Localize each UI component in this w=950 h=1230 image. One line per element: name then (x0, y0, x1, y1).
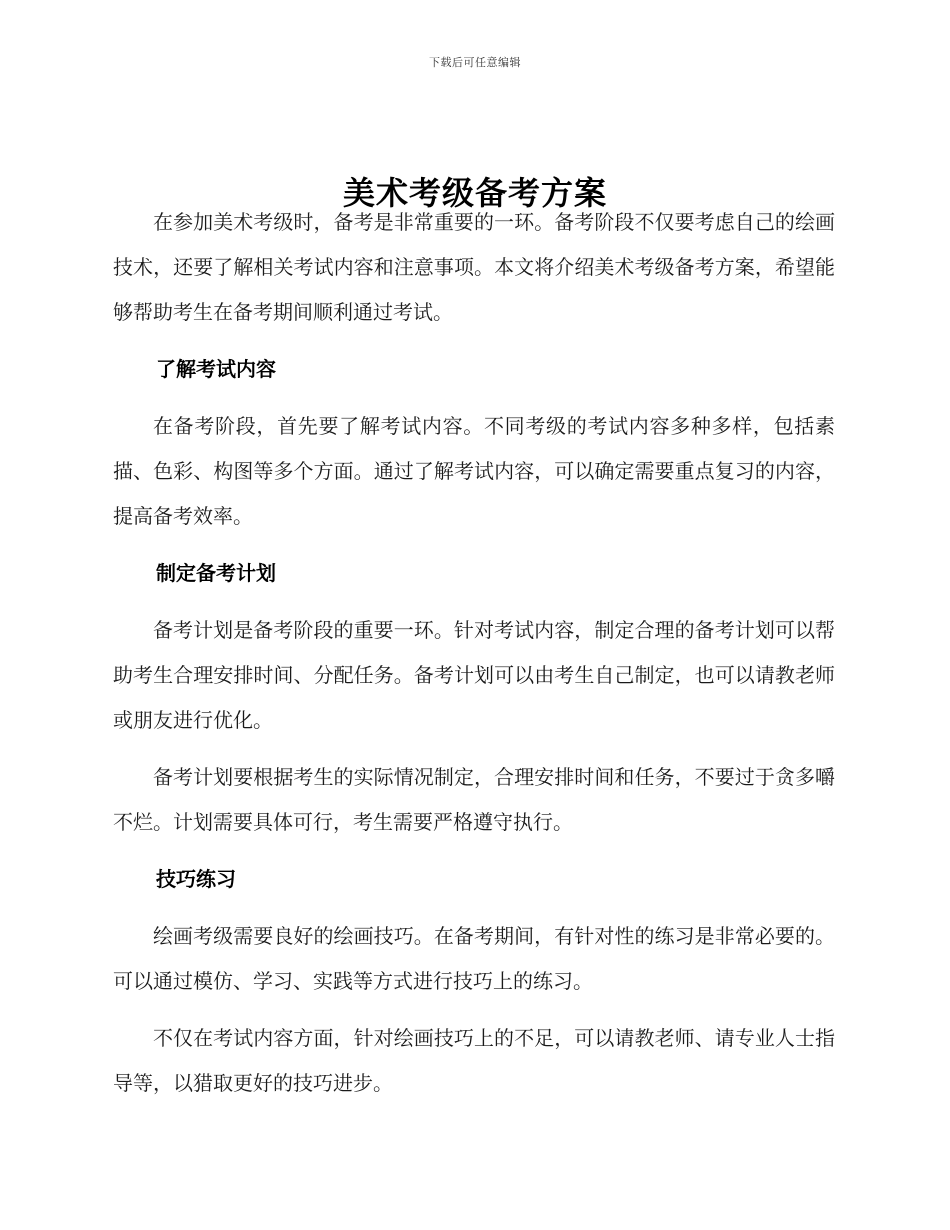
section-paragraph: 绘画考级需要良好的绘画技巧。在备考期间，有针对性的练习是非常必要的。可以通过模仿、学习、实践等方式进行技巧上的练习。 (113, 924, 835, 993)
section-paragraph: 备考计划是备考阶段的重要一环。针对考试内容，制定合理的备考计划可以帮助考生合理安排时间、分配任务。备考计划可以由考生自己制定，也可以请教老师或朋友进行优化。 (113, 618, 835, 732)
section-paragraph: 备考计划要根据考生的实际情况制定，合理安排时间和任务，不要过于贪多嚼不烂。计划需要具体可行，考生需要严格遵守执行。 (113, 765, 835, 834)
section-paragraph: 不仅在考试内容方面，针对绘画技巧上的不足，可以请教老师、请专业人士指导等，以猎取更好的技巧进步。 (113, 1026, 835, 1095)
section-heading-exam-content: 了解考试内容 (156, 357, 276, 381)
document-title: 美术考级备考方案 (342, 174, 607, 213)
intro-paragraph: 在参加美术考级时，备考是非常重要的一环。备考阶段不仅要考虑自己的绘画技术，还要了解相关考试内容和注意事项。本文将介绍美术考级备考方案，希望能够帮助考生在备考期间顺利通过考试。 (113, 210, 835, 324)
section-heading-study-plan: 制定备考计划 (156, 561, 276, 585)
header-note: 下载后可任意编辑 (429, 56, 521, 69)
section-heading-skill-practice: 技巧练习 (156, 867, 236, 891)
section-paragraph: 在备考阶段，首先要了解考试内容。不同考级的考试内容多种多样，包括素描、色彩、构图等多个方面。通过了解考试内容，可以确定需要重点复习的内容，提高备考效率。 (113, 414, 835, 528)
document-body (113, 200, 835, 1118)
